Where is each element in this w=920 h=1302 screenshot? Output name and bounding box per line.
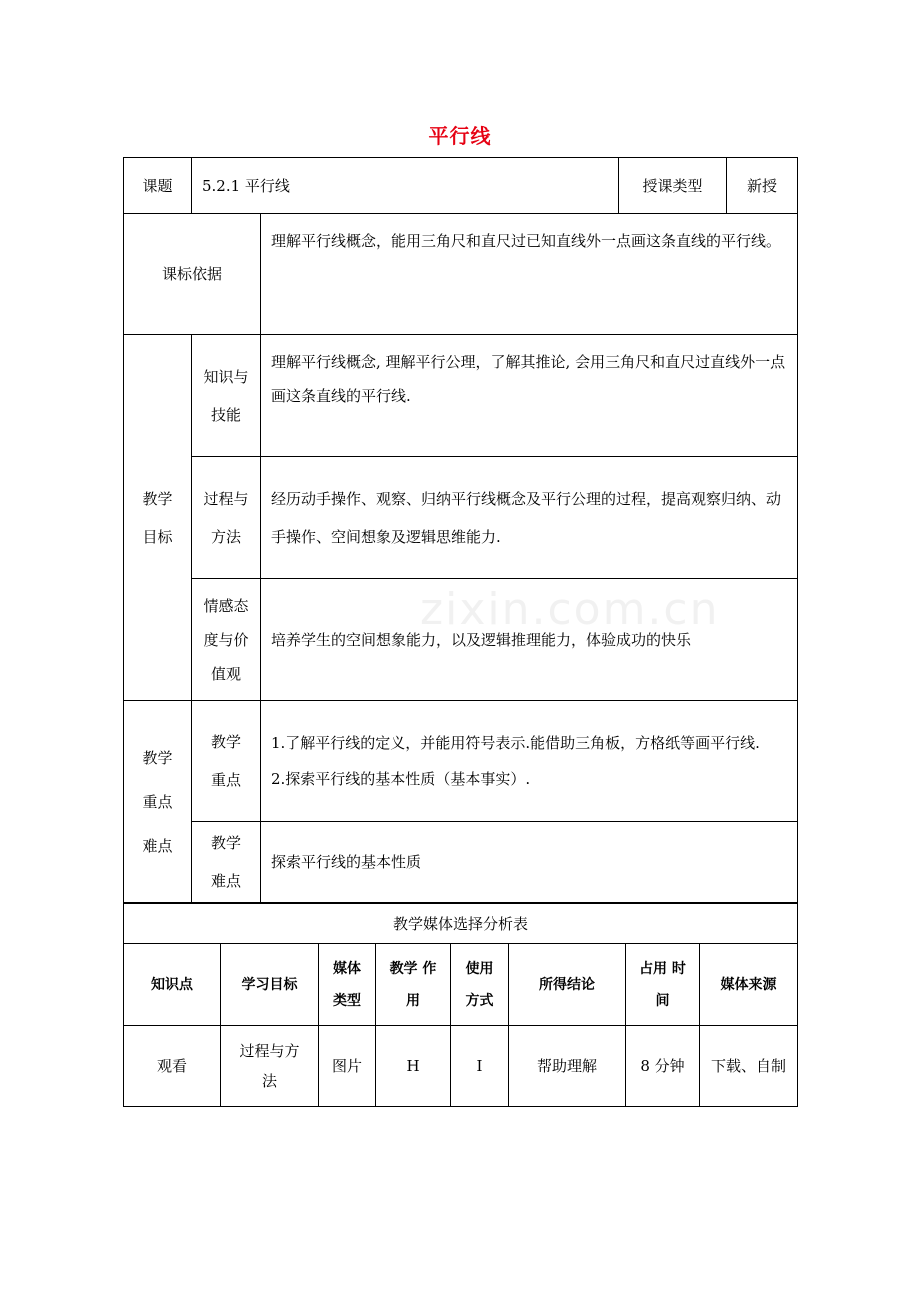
media-caption-row	[124, 904, 798, 944]
media-header-row	[124, 944, 798, 1026]
goal-emotion-label: 情感态 度与价 值观	[192, 579, 261, 701]
goal-emotion-text: 培养学生的空间想象能力，以及逻辑推理能力，体验成功的快乐	[261, 579, 798, 701]
header-usage: 使用 方式	[451, 944, 509, 1026]
topic-value: 5.2.1 平行线	[192, 158, 619, 214]
goal-knowledge-text: 理解平行线概念, 理解平行公理，了解其推论, 会用三角尺和直尺过直线外一点画这条直线的平行线.	[261, 335, 798, 457]
cell-role: H	[376, 1026, 451, 1107]
header-time: 占用 时 间	[626, 944, 700, 1026]
header-knowledge: 知识点	[124, 944, 221, 1026]
cell-objective: 过程与方 法	[221, 1026, 319, 1107]
cell-time: 8 分钟	[626, 1026, 700, 1107]
cell-conclusion: 帮助理解	[509, 1026, 626, 1107]
focus-difficult-text: 探索平行线的基本性质	[261, 822, 798, 903]
cell-source: 下载、自制	[700, 1026, 798, 1107]
goals-label: 教学 目标	[124, 335, 192, 701]
cell-knowledge: 观看	[124, 1026, 221, 1107]
goal-process-text: 经历动手操作、观察、归纳平行线概念及平行公理的过程，提高观察归纳、动手操作、空间想象及逻辑思维能力.	[261, 457, 798, 579]
header-source: 媒体来源	[700, 944, 798, 1026]
goal-row-process	[124, 457, 798, 579]
header-conclusion: 所得结论	[509, 944, 626, 1026]
page-title: 平行线	[428, 124, 492, 148]
goal-process-label: 过程与 方法	[192, 457, 261, 579]
media-caption: 教学媒体选择分析表	[124, 904, 798, 944]
standard-label: 课标依据	[124, 214, 261, 335]
standard-text: 理解平行线概念，能用三角尺和直尺过已知直线外一点画这条直线的平行线。	[261, 214, 798, 335]
standard-row	[124, 214, 798, 335]
header-row	[124, 158, 798, 214]
watermark: zixin.com.cn	[420, 584, 720, 635]
focus-key-text: 1.了解平行线的定义，并能用符号表示.能借助三角板，方格纸等画平行线. 2.探索平行线的基本性质（基本事实）.	[261, 701, 798, 822]
header-objective: 学习目标	[221, 944, 319, 1026]
table-row	[124, 1026, 798, 1107]
lesson-plan-table	[123, 157, 798, 903]
focus-difficult-label: 教学 难点	[192, 822, 261, 903]
goal-row-emotion	[124, 579, 798, 701]
goal-row-knowledge	[124, 335, 798, 457]
focus-label: 教学 重点 难点	[124, 701, 192, 903]
cell-usage: I	[451, 1026, 509, 1107]
header-role: 教学 作 用	[376, 944, 451, 1026]
cell-media-type: 图片	[319, 1026, 376, 1107]
goal-knowledge-label: 知识与 技能	[192, 335, 261, 457]
type-label: 授课类型	[619, 158, 727, 214]
focus-row-key	[124, 701, 798, 822]
focus-key-label: 教学 重点	[192, 701, 261, 822]
header-media-type: 媒体 类型	[319, 944, 376, 1026]
focus-row-difficult	[124, 822, 798, 903]
topic-label: 课题	[124, 158, 192, 214]
media-analysis-table	[123, 903, 798, 1107]
type-value: 新授	[727, 158, 798, 214]
